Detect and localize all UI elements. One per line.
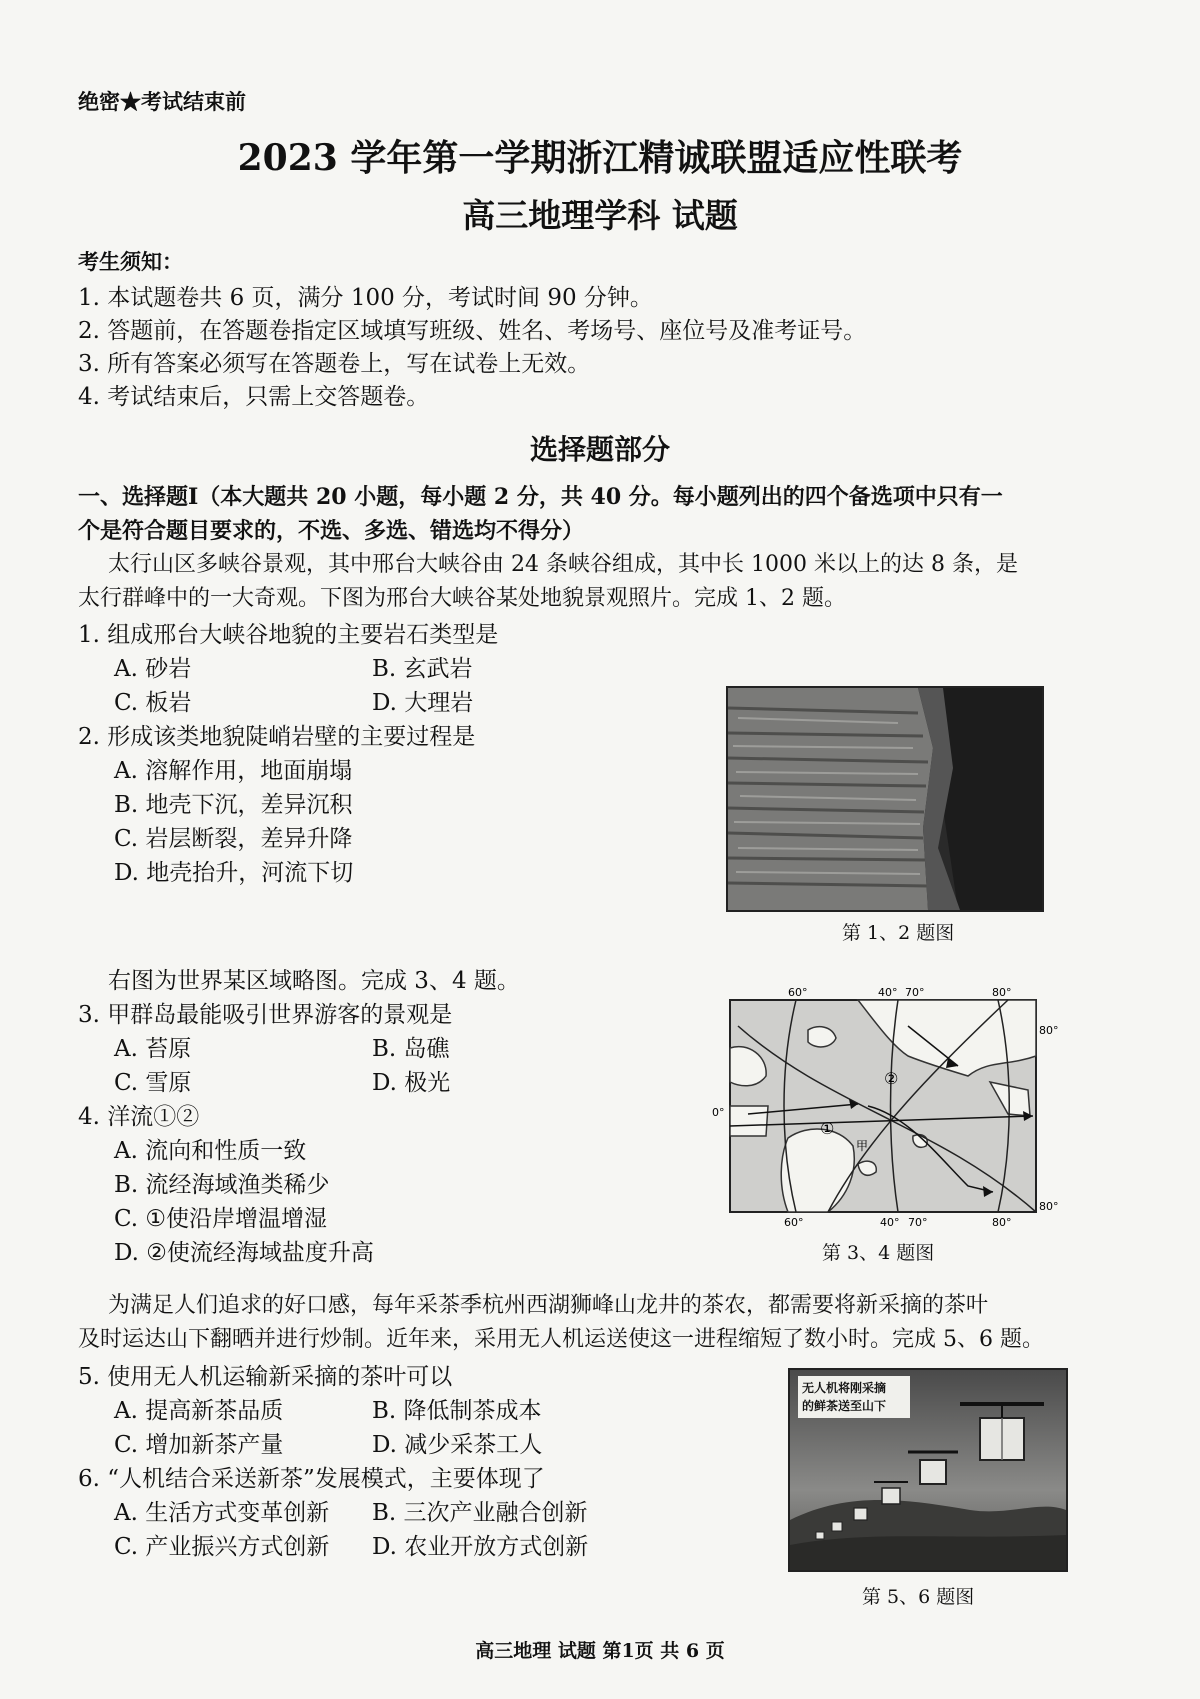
map-right-label: 80° [1039,1200,1058,1213]
part-instructions: 个是符合题目要求的，不选、多选、错选均不得分） [78,518,585,544]
map-top-label: 80° [992,986,1012,999]
question-5-option-c[interactable]: C. 增加新茶产量 [114,1432,284,1458]
question-5-option-d[interactable]: D. 减少采茶工人 [372,1432,543,1458]
question-1-option-a[interactable]: A. 砂岩 [114,656,192,682]
drone-photo [788,1368,1068,1572]
region-map-graphic [708,986,1058,1230]
map-top-label: 70° [905,986,925,999]
drone-caption-line: 无人机将刚采摘 [802,1381,887,1395]
question-6-option-c[interactable]: C. 产业振兴方式创新 [114,1534,330,1560]
map-bottom-label: 70° [908,1216,928,1229]
question-2-option-b[interactable]: B. 地壳下沉，差异沉积 [114,792,353,818]
region-map [708,986,1058,1230]
question-6-option-d[interactable]: D. 农业开放方式创新 [372,1534,589,1560]
section-title: 选择题部分 [529,433,670,466]
confidential-mark: 绝密★考试结束前 [78,89,246,114]
passage-text: 为满足人们追求的好口感，每年采茶季杭州西湖狮峰山龙井的茶农，都需要将新采摘的茶叶 [108,1293,989,1318]
question-3-option-c[interactable]: C. 雪原 [114,1070,192,1096]
question-1-stem: 1. 组成邢台大峡谷地貌的主要岩石类型是 [78,622,499,648]
notice-item: 2. 答题前，在答题卷指定区域填写班级、姓名、考场号、座位号及准考证号。 [78,318,867,344]
exam-subtitle: 高三地理学科 试题 [462,196,738,235]
question-5-stem: 5. 使用无人机运输新采摘的茶叶可以 [78,1364,453,1390]
map-top-label: 40° [878,986,898,999]
drone-photo-graphic [790,1370,1066,1570]
passage-text: 太行山区多峡谷景观，其中邢台大峡谷由 24 条峡谷组成，其中长 1000 米以上的达 8 条，是 [108,552,1018,577]
canyon-photo-graphic [728,688,1042,910]
exam-title: 2023 学年第一学期浙江精诚联盟适应性联考 [237,137,963,179]
question-2-option-d[interactable]: D. 地壳抬升，河流下切 [114,860,354,886]
map-bottom-label: 60° [784,1216,804,1229]
question-4-option-a[interactable]: A. 流向和性质一致 [114,1138,307,1164]
question-4-option-c[interactable]: C. ①使沿岸增温增湿 [114,1206,328,1232]
question-2-option-a[interactable]: A. 溶解作用，地面崩塌 [114,758,353,784]
figure-3-caption: 第 5、6 题图 [862,1586,975,1608]
canyon-photo [726,686,1044,912]
question-1-option-d[interactable]: D. 大理岩 [372,690,474,716]
question-6-option-b[interactable]: B. 三次产业融合创新 [372,1500,588,1526]
passage-text: 太行群峰中的一大奇观。下图为邢台大峡谷某处地貌景观照片。完成 1、2 题。 [78,586,846,611]
question-2-option-c[interactable]: C. 岩层断裂，差异升降 [114,826,353,852]
question-2-stem: 2. 形成该类地貌陡峭岩壁的主要过程是 [78,724,476,750]
notice-heading: 考生须知： [78,249,183,274]
figure-1-caption: 第 1、2 题图 [842,922,955,944]
map-right-label: 80° [1039,1024,1058,1037]
question-4-option-b[interactable]: B. 流经海域渔类稀少 [114,1172,330,1198]
question-3-option-d[interactable]: D. 极光 [372,1070,451,1096]
question-3-stem: 3. 甲群岛最能吸引世界游客的景观是 [78,1002,453,1028]
question-1-option-c[interactable]: C. 板岩 [114,690,192,716]
passage-text: 及时运达山下翻晒并进行炒制。近年来，采用无人机运送使这一进程缩短了数小时。完成 5、6 题。 [78,1327,1044,1352]
passage-text: 右图为世界某区域略图。完成 3、4 题。 [108,968,520,994]
current-1-label: ① [820,1119,835,1138]
question-5-option-b[interactable]: B. 降低制茶成本 [372,1398,542,1424]
map-bottom-label: 80° [992,1216,1012,1229]
map-left-label: 0° [712,1106,725,1119]
question-6-option-a[interactable]: A. 生活方式变革创新 [114,1500,330,1526]
figure-2-caption: 第 3、4 题图 [822,1242,935,1264]
question-5-option-a[interactable]: A. 提高新茶品质 [114,1398,284,1424]
part-instructions: 一、选择题Ⅰ（本大题共 20 小题，每小题 2 分，共 40 分。每小题列出的四个备选项中只有一 [78,484,1003,510]
map-bottom-label: 40° [880,1216,900,1229]
question-3-option-b[interactable]: B. 岛礁 [372,1036,450,1062]
notice-item: 1. 本试题卷共 6 页，满分 100 分，考试时间 90 分钟。 [78,285,653,311]
question-4-stem: 4. 洋流①② [78,1104,200,1130]
page-footer: 高三地理 试题 第1页 共 6 页 [475,1640,725,1662]
question-4-option-d[interactable]: D. ②使流经海域盐度升高 [114,1240,374,1266]
current-2-label: ② [884,1069,899,1088]
question-1-option-b[interactable]: B. 玄武岩 [372,656,473,682]
map-top-label: 60° [788,986,808,999]
question-6-stem: 6. “人机结合采送新茶”发展模式，主要体现了 [78,1466,545,1492]
drone-caption-line: 的鲜茶送至山下 [802,1399,887,1413]
island-jia-label: 甲 [856,1139,869,1153]
notice-item: 4. 考试结束后，只需上交答题卷。 [78,384,430,410]
notice-item: 3. 所有答案必须写在答题卷上，写在试卷上无效。 [78,351,591,377]
question-3-option-a[interactable]: A. 苔原 [114,1036,192,1062]
